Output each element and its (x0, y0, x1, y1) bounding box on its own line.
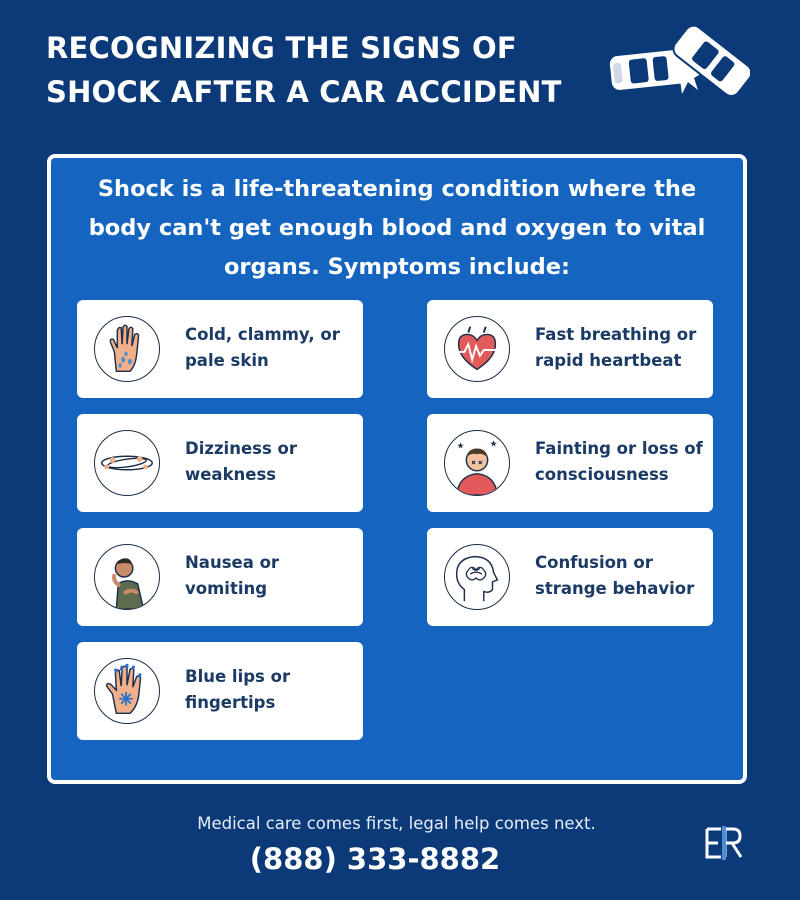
nauseous-person-icon (94, 544, 160, 610)
cold-hand-icon (94, 658, 160, 724)
symptom-card-fainting (427, 414, 713, 512)
symptom-label: Cold, clammy, or pale skin (185, 325, 340, 370)
symptom-card-fast-breathing (427, 300, 713, 398)
dizzy-swirl-icon (94, 430, 160, 496)
svg-text:★: ★ (489, 439, 498, 450)
symptom-card-cold-skin (77, 300, 363, 398)
symptom-label: Confusion or strange behavior (535, 553, 695, 598)
intro-text: Shock is a life-threatening condition where the body can't get enough blood and oxygen to vital organs. Symptoms include: (88, 176, 706, 280)
heart-pulse-icon (444, 316, 510, 382)
page-title: RECOGNIZING THE SIGNS OF SHOCK AFTER A CAR ACCIDENT (46, 31, 562, 109)
symptom-card-blue-lips (77, 642, 363, 740)
symptom-card-dizziness (77, 414, 363, 512)
symptom-card-confusion (427, 528, 713, 626)
car-crash-icon (600, 18, 750, 106)
symptom-label: Fast breathing or rapid heartbeat (535, 325, 697, 370)
symptom-label: Blue lips or fingertips (185, 667, 291, 712)
svg-text:★: ★ (456, 441, 465, 452)
symptom-label: Nausea or vomiting (185, 553, 280, 598)
symptom-label: Dizziness or weakness (185, 439, 298, 484)
hand-sweat-icon (94, 316, 160, 382)
fainting-person-icon (444, 430, 510, 496)
symptom-card-nausea (77, 528, 363, 626)
symptom-label: Fainting or loss of consciousness (535, 439, 703, 484)
confused-head-icon (444, 544, 510, 610)
footer-tagline: Medical care comes first, legal help comes next. (197, 814, 596, 833)
shock-info-panel (47, 154, 747, 784)
phone-number[interactable]: (888) 333-8882 (249, 842, 501, 876)
er-logo-icon (704, 826, 744, 860)
